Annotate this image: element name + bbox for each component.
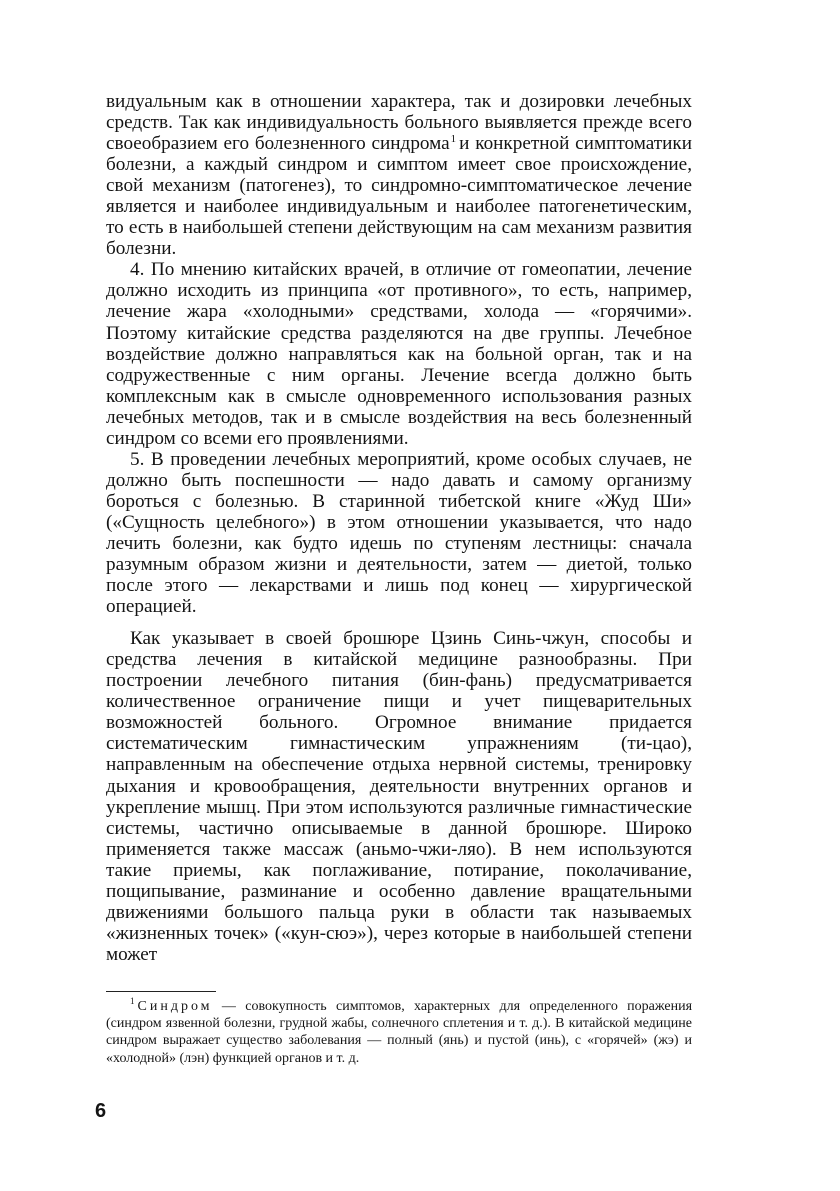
footnote-term: Синдром <box>137 999 213 1014</box>
page-number: 6 <box>95 1100 107 1122</box>
paragraph-3: 5. В проведении лечебных мероприятий, кроме особых случаев, не должно быть поспешности — надо давать и самому организму бороться с болезнью. В старинной тибетской книге «Жуд Ши» («Сущность целебного») в этом отношении указывается, что надо лечить болезни, как будто идешь по ступеням лестницы: сначала разумным образом жизни и деятельности, затем — диетой, только после этого — лекарствами и лишь под конец — хирургической операцией. <box>106 448 692 618</box>
footnote-text: — совокупность симптомов, характерных для определенного поражения (синдром язвенной болезни, грудной жабы, солнечного сплетения и т. д.). В китайской медицине синдром выражает существо заболевания — полный (янь) и пустой (инь), с «горячей» (жэ) и «холодной» (лэн) функцией органов и т. д. <box>106 999 693 1066</box>
paragraph-1 <box>106 91 692 259</box>
main-text <box>106 91 692 965</box>
footnote-mark: 1 <box>130 996 135 1007</box>
footnote-1 <box>106 998 692 1067</box>
footnote-separator <box>106 991 216 992</box>
paragraph-1-text: видуальным как в отношении характера, так и дозировки лечебных средств. Так как индивидуальность больного выявляется прежде всего своеобразием его болезненного синдрома <box>106 91 692 155</box>
paragraph-2: 4. По мнению китайских врачей, в отличие от гомеопатии, лечение должно исходить из принципа «от противного», то есть, например, лечение жара «холодными» средствами, холода — «горячими». Поэтому китайские средства разделяются на две группы. Лечебное воздействие должно направляться как на больной орган, так и на содружественные с ним органы. Лечение всегда должно быть комплексным как в смысле одновременного использования разных лечебных методов, так и в смысле воздействия на весь болезненный синдром со всеми его проявлениями. <box>106 259 692 449</box>
footnotes <box>106 998 692 1067</box>
paragraph-4: Как указывает в своей брошюре Цзинь Синь-чжун, способы и средства лечения в китайской медицине разнообразны. При построении лечебного питания (бин-фань) предусматривается количественное ограничение пищи и учет пищеварительных возможностей больного. Огромное внимание придается систематическим гимнастическим упражнениям (ти-цао), направленным на обеспечение отдыха нервной системы, тренировку дыхания и кровообращения, деятельности внутренних органов и укрепление мышц. При этом используются различные гимнастические системы, частично описываемые в данной брошюре. Широко применяется также массаж (аньмо-чжи-ляо). В нем используются такие приемы, как поглаживание, потирание, поколачивание, пощипывание, разминание и особенно давление вращательными движениями большого пальца руки в области так называемых «жизненных точек» («кун-сюэ»), через которые в наибольшей степени может <box>106 628 692 965</box>
footnote-reference[interactable]: 1 <box>450 132 457 145</box>
paragraph-1-text-continued: и конкретной симптоматики болезни, а каждый синдром и симптом имеет свое происхождение, свой механизм (патогенез), то синдромно-симптоматическое лечение является и наиболее индивидуальным и наиболее патогенетическим, то есть в наибольшей степени действующим на сам механизм развития болезни. <box>106 133 692 260</box>
